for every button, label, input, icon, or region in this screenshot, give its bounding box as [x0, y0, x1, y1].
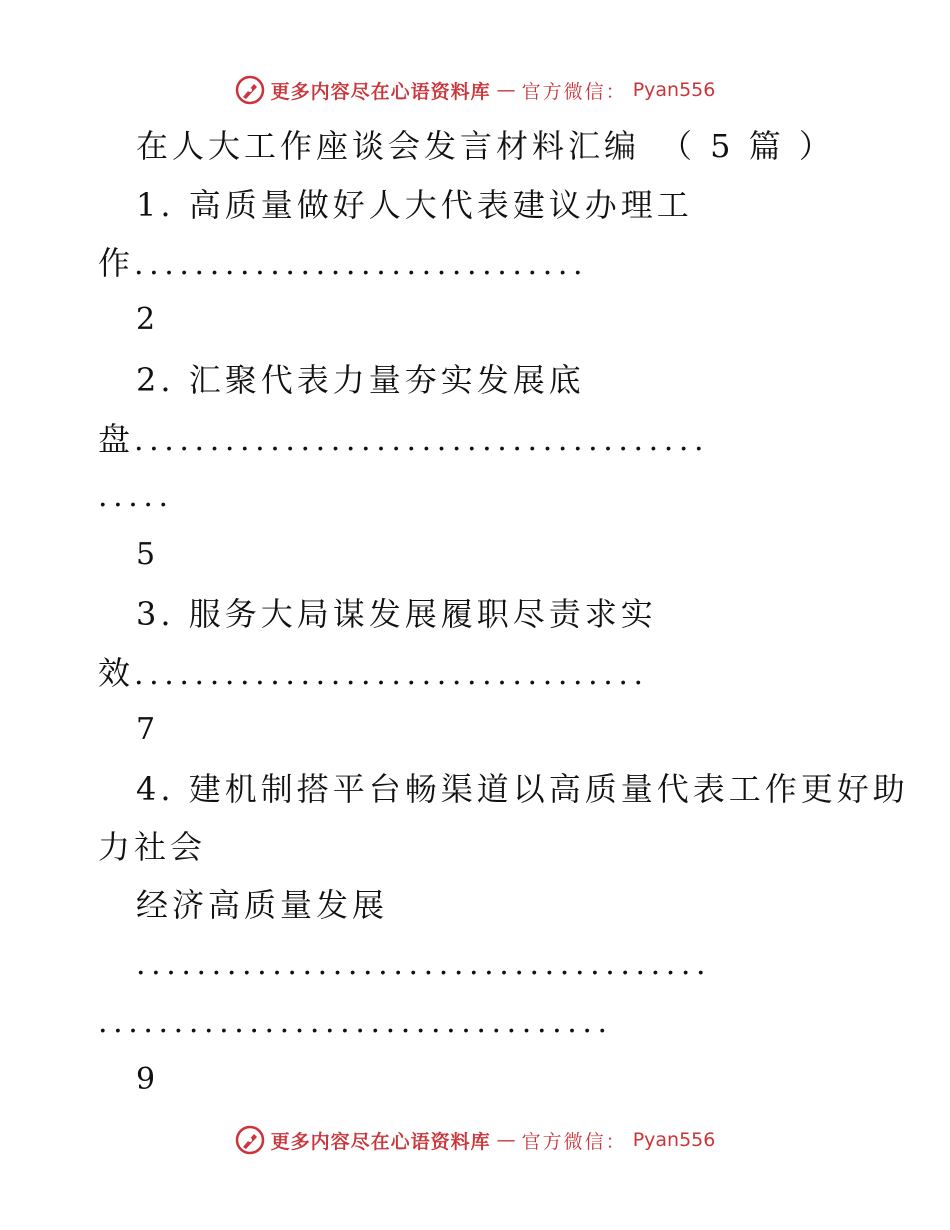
toc-entry-3-dots: .................................. — [134, 657, 649, 692]
toc-entry-2-page: 5 — [136, 537, 156, 572]
toc-entry-1-page: 2 — [136, 302, 156, 337]
watermark-brand: 更多内容尽在心语资料库 — [270, 1130, 491, 1153]
toc-entry-4-dots: ...................................... — [136, 947, 712, 982]
toc-entry-3-leader — [98, 653, 649, 695]
toc-entry-4-page: 9 — [136, 1062, 156, 1097]
watermark-separator: — — [496, 79, 516, 101]
watermark-wechat-id: Pyan556 — [632, 1129, 716, 1151]
toc-entry-2-leader — [98, 419, 709, 461]
watermark-banner-top — [0, 70, 950, 110]
watermark-brand: 更多内容尽在心语资料库 — [270, 80, 491, 103]
toc-entry-1-dots: .............................. — [134, 247, 589, 282]
toc-entry-1-leader — [98, 243, 588, 285]
watermark-banner-bottom — [0, 1120, 950, 1160]
watermark-wechat-id: Pyan556 — [632, 79, 716, 101]
toc-entry-3-page: 7 — [136, 712, 156, 747]
toc-entry-4-dots-cont: .................................. — [98, 1005, 613, 1040]
toc-entry-2-title: 2. 汇聚代表力量夯实发展底 — [136, 361, 585, 399]
watermark-wechat-label: 官方微信： — [521, 1130, 627, 1153]
watermark-separator: — — [496, 1129, 516, 1151]
watermark-wechat-label: 官方微信： — [521, 80, 627, 103]
toc-entry-2-title-end: 盘 — [98, 420, 135, 458]
toc-entry-4-title-cont-2: 经济高质量发展 — [136, 886, 389, 924]
toc-entry-4-title: 4. 建机制搭平台畅渠道以高质量代表工作更好助 — [136, 770, 909, 808]
toc-entry-1-title: 1. 高质量做好人大代表建议办理工 — [136, 186, 693, 224]
toc-entry-3-title: 3. 服务大局谋发展履职尽责求实 — [136, 595, 657, 633]
pen-logo-icon — [235, 1125, 265, 1155]
document-title: 在人大工作座谈会发言材料汇编 （ 5 篇 ） — [136, 127, 835, 165]
toc-entry-4-title-cont: 力社会 — [98, 828, 207, 866]
toc-entry-1-title-end: 作 — [98, 244, 135, 282]
toc-entry-3-title-end: 效 — [98, 654, 135, 692]
toc-entry-2-dots: ...................................... — [134, 423, 710, 458]
pen-logo-icon — [235, 75, 265, 105]
toc-entry-2-dots-cont: ..... — [98, 479, 174, 514]
